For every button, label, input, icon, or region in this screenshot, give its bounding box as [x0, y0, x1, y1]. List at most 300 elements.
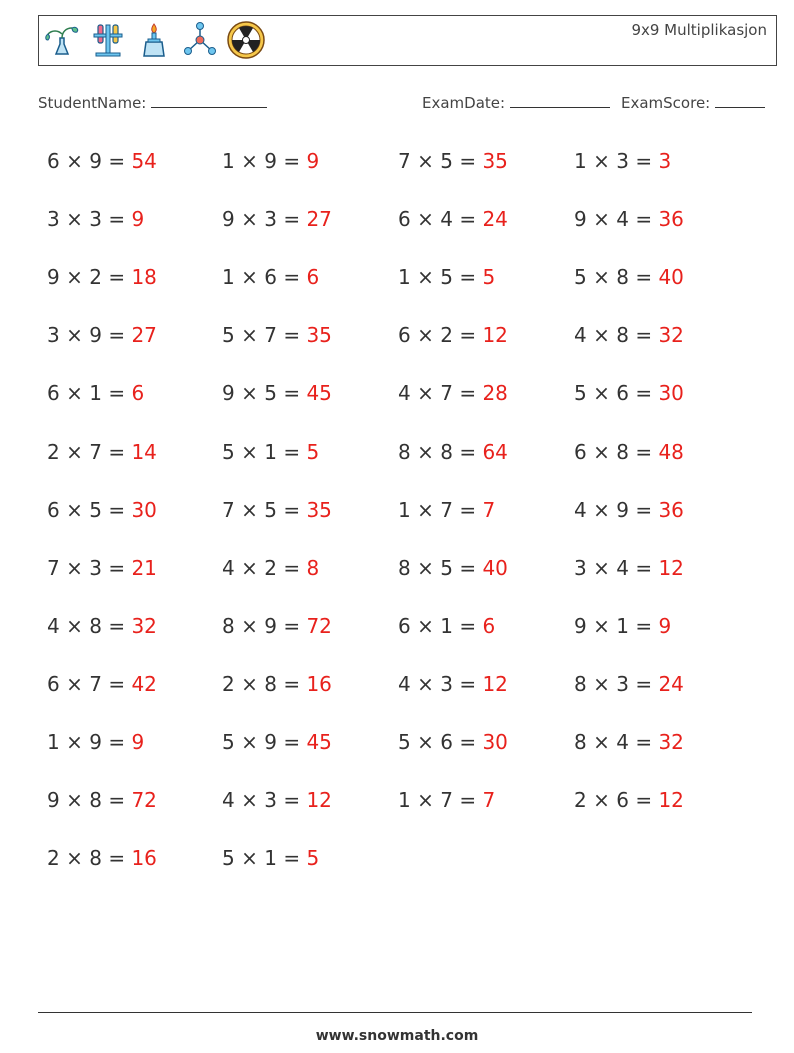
problem-answer: 32: [131, 614, 157, 638]
problem-answer: 36: [658, 207, 684, 231]
problem-factor-b: 1: [264, 440, 277, 464]
problem-answer: 12: [658, 788, 684, 812]
problem-item: [574, 265, 684, 289]
times-symbol: ×: [593, 381, 610, 405]
problem-answer: 16: [131, 846, 157, 870]
equals-symbol: =: [459, 265, 477, 289]
exam-score-label: ExamScore:: [621, 94, 711, 112]
problem-factor-a: 9: [47, 788, 60, 812]
problem-item: [574, 556, 684, 580]
times-symbol: ×: [241, 323, 258, 347]
problem-item: [398, 265, 495, 289]
exam-score-field[interactable]: [621, 93, 765, 112]
radiation-icon: [226, 20, 266, 60]
problem-factor-a: 6: [398, 207, 411, 231]
equals-symbol: =: [635, 440, 653, 464]
problem-item: [398, 149, 508, 173]
problem-factor-b: 7: [440, 381, 453, 405]
problem-factor-b: 5: [264, 381, 277, 405]
problem-factor-a: 1: [574, 149, 587, 173]
problem-item: [47, 149, 157, 173]
equals-symbol: =: [283, 149, 301, 173]
times-symbol: ×: [417, 788, 434, 812]
times-symbol: ×: [417, 498, 434, 522]
problem-factor-a: 2: [222, 672, 235, 696]
problem-factor-b: 7: [264, 323, 277, 347]
problem-factor-b: 9: [89, 323, 102, 347]
problem-factor-b: 7: [89, 672, 102, 696]
equals-symbol: =: [108, 672, 126, 696]
problem-item: [398, 556, 508, 580]
problem-answer: 14: [131, 440, 157, 464]
times-symbol: ×: [593, 323, 610, 347]
problem-item: [222, 207, 332, 231]
problem-factor-a: 2: [47, 846, 60, 870]
times-symbol: ×: [417, 614, 434, 638]
times-symbol: ×: [417, 149, 434, 173]
times-symbol: ×: [66, 149, 83, 173]
problem-answer: 12: [306, 788, 332, 812]
times-symbol: ×: [241, 846, 258, 870]
problem-answer: 35: [306, 498, 332, 522]
problem-item: [47, 207, 144, 231]
problem-item: [574, 149, 671, 173]
problem-item: [47, 440, 157, 464]
times-symbol: ×: [66, 730, 83, 754]
times-symbol: ×: [417, 672, 434, 696]
problem-factor-b: 6: [616, 381, 629, 405]
problem-item: [47, 556, 157, 580]
problem-factor-b: 3: [440, 672, 453, 696]
plant-flask-icon: [42, 20, 82, 60]
times-symbol: ×: [66, 788, 83, 812]
problem-item: [222, 265, 319, 289]
problem-answer: 7: [482, 788, 496, 812]
problem-item: [574, 207, 684, 231]
equals-symbol: =: [108, 440, 126, 464]
problem-answer: 3: [658, 149, 672, 173]
problem-factor-a: 6: [47, 149, 60, 173]
equals-symbol: =: [459, 730, 477, 754]
problem-answer: 24: [658, 672, 684, 696]
problem-factor-b: 8: [616, 440, 629, 464]
problem-item: [222, 149, 319, 173]
equals-symbol: =: [635, 323, 653, 347]
equals-symbol: =: [108, 381, 126, 405]
problem-factor-b: 6: [616, 788, 629, 812]
equals-symbol: =: [108, 846, 126, 870]
problem-item: [222, 614, 332, 638]
equals-symbol: =: [283, 207, 301, 231]
problem-factor-a: 9: [222, 207, 235, 231]
problem-answer: 45: [306, 730, 332, 754]
problem-factor-a: 3: [574, 556, 587, 580]
times-symbol: ×: [241, 730, 258, 754]
problem-factor-a: 5: [398, 730, 411, 754]
bunsen-burner-icon: [134, 20, 174, 60]
problem-answer: 40: [482, 556, 508, 580]
problem-answer: 30: [131, 498, 157, 522]
problem-answer: 35: [306, 323, 332, 347]
problem-answer: 9: [658, 614, 672, 638]
problem-answer: 40: [658, 265, 684, 289]
problem-item: [47, 265, 157, 289]
problem-item: [398, 440, 508, 464]
problem-factor-a: 4: [574, 498, 587, 522]
problem-factor-a: 6: [47, 498, 60, 522]
times-symbol: ×: [241, 614, 258, 638]
problem-factor-b: 4: [616, 730, 629, 754]
test-tube-rack-icon: [88, 20, 128, 60]
problem-factor-b: 5: [89, 498, 102, 522]
problem-answer: 6: [306, 265, 320, 289]
problem-factor-a: 6: [398, 323, 411, 347]
equals-symbol: =: [459, 556, 477, 580]
problem-item: [47, 323, 157, 347]
problem-factor-a: 2: [574, 788, 587, 812]
problem-factor-a: 1: [398, 498, 411, 522]
problem-answer: 64: [482, 440, 508, 464]
problem-factor-a: 7: [47, 556, 60, 580]
problem-factor-a: 4: [47, 614, 60, 638]
problem-item: [222, 556, 319, 580]
equals-symbol: =: [283, 498, 301, 522]
problem-item: [398, 672, 508, 696]
times-symbol: ×: [66, 440, 83, 464]
problem-factor-b: 1: [616, 614, 629, 638]
exam-score-blank[interactable]: [715, 93, 765, 108]
problem-factor-b: 8: [89, 788, 102, 812]
problem-answer: 9: [306, 149, 320, 173]
problem-answer: 21: [131, 556, 157, 580]
problem-factor-a: 5: [222, 440, 235, 464]
equals-symbol: =: [459, 498, 477, 522]
problem-item: [47, 730, 144, 754]
problem-factor-b: 4: [440, 207, 453, 231]
problem-factor-a: 6: [574, 440, 587, 464]
times-symbol: ×: [593, 149, 610, 173]
problem-answer: 12: [658, 556, 684, 580]
times-symbol: ×: [593, 265, 610, 289]
problem-item: [222, 672, 332, 696]
equals-symbol: =: [108, 265, 126, 289]
equals-symbol: =: [635, 614, 653, 638]
problem-answer: 8: [306, 556, 320, 580]
problem-answer: 6: [131, 381, 145, 405]
problem-item: [574, 440, 684, 464]
problem-factor-b: 6: [440, 730, 453, 754]
molecule-icon: [180, 20, 220, 60]
times-symbol: ×: [417, 730, 434, 754]
times-symbol: ×: [241, 381, 258, 405]
problem-factor-a: 8: [222, 614, 235, 638]
times-symbol: ×: [593, 788, 610, 812]
problem-item: [47, 788, 157, 812]
problem-item: [398, 323, 508, 347]
problem-factor-b: 7: [89, 440, 102, 464]
equals-symbol: =: [283, 846, 301, 870]
problem-factor-b: 2: [89, 265, 102, 289]
problem-factor-b: 8: [616, 323, 629, 347]
problem-factor-b: 3: [264, 207, 277, 231]
times-symbol: ×: [241, 265, 258, 289]
problem-factor-b: 1: [440, 614, 453, 638]
equals-symbol: =: [459, 788, 477, 812]
problem-factor-a: 8: [398, 556, 411, 580]
equals-symbol: =: [283, 614, 301, 638]
header-icons: [42, 20, 266, 60]
equals-symbol: =: [635, 498, 653, 522]
problem-factor-a: 4: [574, 323, 587, 347]
equals-symbol: =: [108, 207, 126, 231]
problem-answer: 32: [658, 323, 684, 347]
problem-item: [574, 323, 684, 347]
equals-symbol: =: [635, 265, 653, 289]
problem-answer: 24: [482, 207, 508, 231]
footer-url: www.snowmath.com: [315, 1028, 479, 1044]
problem-factor-a: 4: [222, 556, 235, 580]
problem-answer: 5: [482, 265, 496, 289]
problem-factor-b: 2: [440, 323, 453, 347]
times-symbol: ×: [593, 614, 610, 638]
times-symbol: ×: [593, 498, 610, 522]
problem-factor-b: 5: [264, 498, 277, 522]
problem-answer: 42: [131, 672, 157, 696]
problem-answer: 12: [482, 323, 508, 347]
problem-item: [47, 498, 157, 522]
equals-symbol: =: [108, 614, 126, 638]
problem-factor-b: 3: [89, 556, 102, 580]
problem-answer: 16: [306, 672, 332, 696]
equals-symbol: =: [283, 265, 301, 289]
equals-symbol: =: [459, 323, 477, 347]
problem-item: [47, 381, 144, 405]
problem-answer: 54: [131, 149, 157, 173]
problem-factor-a: 8: [574, 730, 587, 754]
times-symbol: ×: [417, 323, 434, 347]
problem-factor-b: 4: [616, 556, 629, 580]
times-symbol: ×: [241, 788, 258, 812]
problem-item: [47, 672, 157, 696]
times-symbol: ×: [66, 323, 83, 347]
problem-factor-a: 5: [222, 730, 235, 754]
problem-answer: 35: [482, 149, 508, 173]
problem-factor-b: 7: [440, 788, 453, 812]
problem-factor-b: 5: [440, 556, 453, 580]
problem-answer: 18: [131, 265, 157, 289]
equals-symbol: =: [283, 323, 301, 347]
equals-symbol: =: [108, 730, 126, 754]
problem-item: [398, 730, 508, 754]
problem-item: [222, 440, 319, 464]
equals-symbol: =: [283, 672, 301, 696]
times-symbol: ×: [593, 556, 610, 580]
problem-answer: 30: [482, 730, 508, 754]
equals-symbol: =: [635, 788, 653, 812]
exam-date-field[interactable]: [422, 93, 610, 112]
times-symbol: ×: [66, 498, 83, 522]
equals-symbol: =: [635, 730, 653, 754]
equals-symbol: =: [635, 149, 653, 173]
worksheet-title: 9x9 Multiplikasjon: [631, 21, 767, 39]
problem-item: [222, 846, 319, 870]
problem-answer: 27: [306, 207, 332, 231]
problem-answer: 32: [658, 730, 684, 754]
equals-symbol: =: [635, 556, 653, 580]
times-symbol: ×: [241, 556, 258, 580]
problem-factor-b: 3: [616, 672, 629, 696]
problem-answer: 48: [658, 440, 684, 464]
problem-answer: 72: [306, 614, 332, 638]
problem-item: [574, 730, 684, 754]
problem-factor-a: 9: [222, 381, 235, 405]
problem-factor-a: 6: [398, 614, 411, 638]
problem-factor-a: 1: [47, 730, 60, 754]
problem-answer: 9: [131, 207, 145, 231]
problem-factor-b: 5: [440, 265, 453, 289]
problem-item: [222, 381, 332, 405]
problem-factor-a: 9: [574, 614, 587, 638]
times-symbol: ×: [241, 672, 258, 696]
problem-item: [398, 498, 495, 522]
problem-factor-a: 6: [47, 672, 60, 696]
problem-answer: 6: [482, 614, 496, 638]
problem-item: [574, 381, 684, 405]
problem-factor-a: 8: [398, 440, 411, 464]
equals-symbol: =: [635, 672, 653, 696]
problem-factor-b: 8: [264, 672, 277, 696]
equals-symbol: =: [108, 149, 126, 173]
problem-factor-b: 9: [89, 730, 102, 754]
times-symbol: ×: [66, 556, 83, 580]
times-symbol: ×: [66, 381, 83, 405]
problem-answer: 28: [482, 381, 508, 405]
equals-symbol: =: [459, 440, 477, 464]
problem-factor-a: 5: [574, 265, 587, 289]
problem-item: [574, 614, 671, 638]
problem-factor-b: 6: [264, 265, 277, 289]
problem-item: [398, 788, 495, 812]
times-symbol: ×: [593, 207, 610, 231]
problem-answer: 12: [482, 672, 508, 696]
problem-factor-b: 2: [264, 556, 277, 580]
problem-factor-a: 1: [398, 265, 411, 289]
problem-item: [47, 846, 157, 870]
problem-item: [47, 614, 157, 638]
problem-factor-a: 7: [222, 498, 235, 522]
times-symbol: ×: [417, 440, 434, 464]
problem-factor-b: 8: [89, 614, 102, 638]
equals-symbol: =: [108, 556, 126, 580]
problem-factor-b: 3: [616, 149, 629, 173]
student-name-blank[interactable]: [151, 93, 267, 108]
equals-symbol: =: [459, 381, 477, 405]
times-symbol: ×: [417, 556, 434, 580]
problem-answer: 9: [131, 730, 145, 754]
problem-answer: 27: [131, 323, 157, 347]
problem-item: [574, 788, 684, 812]
equals-symbol: =: [283, 788, 301, 812]
problem-factor-a: 4: [398, 672, 411, 696]
problem-factor-a: 3: [47, 323, 60, 347]
problem-item: [222, 323, 332, 347]
problem-factor-b: 8: [616, 265, 629, 289]
equals-symbol: =: [459, 149, 477, 173]
problem-answer: 36: [658, 498, 684, 522]
problem-factor-b: 9: [264, 730, 277, 754]
times-symbol: ×: [593, 440, 610, 464]
times-symbol: ×: [417, 265, 434, 289]
times-symbol: ×: [241, 149, 258, 173]
problem-factor-a: 4: [222, 788, 235, 812]
problem-factor-a: 1: [222, 149, 235, 173]
problem-factor-a: 2: [47, 440, 60, 464]
equals-symbol: =: [108, 323, 126, 347]
problem-answer: 45: [306, 381, 332, 405]
problem-item: [222, 730, 332, 754]
problem-factor-b: 3: [264, 788, 277, 812]
exam-date-blank[interactable]: [510, 93, 610, 108]
problem-factor-a: 7: [398, 149, 411, 173]
problem-item: [574, 498, 684, 522]
problem-factor-b: 9: [264, 614, 277, 638]
equals-symbol: =: [108, 498, 126, 522]
times-symbol: ×: [66, 207, 83, 231]
problem-factor-a: 4: [398, 381, 411, 405]
equals-symbol: =: [635, 381, 653, 405]
problem-factor-a: 9: [574, 207, 587, 231]
equals-symbol: =: [283, 381, 301, 405]
problem-factor-b: 1: [89, 381, 102, 405]
problem-item: [222, 498, 332, 522]
problem-factor-a: 5: [222, 846, 235, 870]
times-symbol: ×: [593, 672, 610, 696]
equals-symbol: =: [283, 556, 301, 580]
problem-answer: 5: [306, 440, 320, 464]
equals-symbol: =: [459, 672, 477, 696]
problem-answer: 5: [306, 846, 320, 870]
exam-info-row: [38, 93, 770, 115]
student-name-label: StudentName:: [38, 94, 147, 112]
equals-symbol: =: [459, 614, 477, 638]
times-symbol: ×: [417, 381, 434, 405]
problem-factor-b: 8: [89, 846, 102, 870]
problem-answer: 7: [482, 498, 496, 522]
equals-symbol: =: [635, 207, 653, 231]
equals-symbol: =: [283, 440, 301, 464]
problem-item: [222, 788, 332, 812]
problem-factor-b: 9: [264, 149, 277, 173]
problem-answer: 30: [658, 381, 684, 405]
times-symbol: ×: [66, 614, 83, 638]
problem-factor-a: 3: [47, 207, 60, 231]
footer-divider: [38, 1012, 752, 1013]
times-symbol: ×: [66, 846, 83, 870]
equals-symbol: =: [108, 788, 126, 812]
times-symbol: ×: [241, 498, 258, 522]
problem-factor-a: 6: [47, 381, 60, 405]
problem-factor-a: 5: [222, 323, 235, 347]
student-name-field[interactable]: [38, 93, 267, 112]
exam-date-label: ExamDate:: [422, 94, 506, 112]
times-symbol: ×: [66, 672, 83, 696]
problem-factor-b: 5: [440, 149, 453, 173]
problem-factor-b: 4: [616, 207, 629, 231]
equals-symbol: =: [283, 730, 301, 754]
equals-symbol: =: [459, 207, 477, 231]
times-symbol: ×: [241, 207, 258, 231]
times-symbol: ×: [66, 265, 83, 289]
